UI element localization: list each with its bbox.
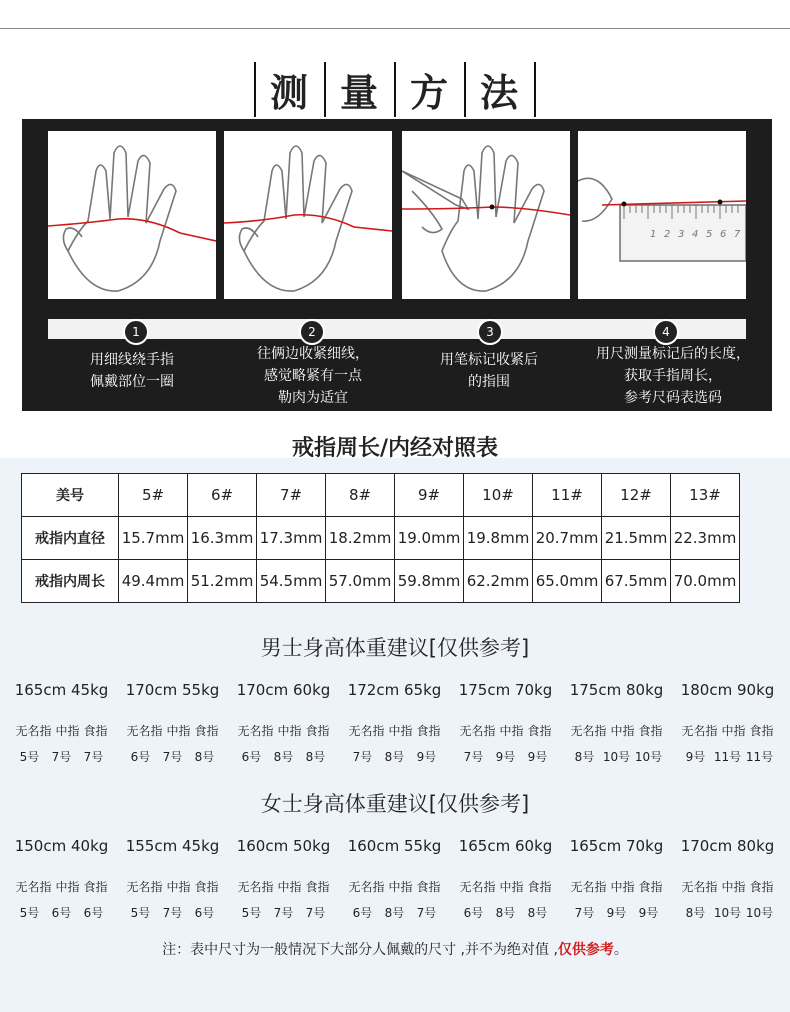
height-weight: 150cm 40kg: [14, 837, 109, 855]
svg-text:7: 7: [734, 229, 741, 240]
size-group: 6号 8号 7号: [352, 906, 437, 920]
table-header-cell: 13#: [671, 474, 740, 517]
svg-text:5: 5: [706, 229, 713, 240]
table-header-cell: 9#: [395, 474, 464, 517]
table-cell: 57.0mm: [326, 560, 395, 603]
size-group: 5号 7号 7号: [19, 750, 104, 764]
table-cell: 59.8mm: [395, 560, 464, 603]
table-cell: 65.0mm: [533, 560, 602, 603]
table-header-cell: 美号: [22, 474, 119, 517]
men-finger-label-row: [6, 722, 786, 739]
men-recommendation-title: 男士身高体重建议[仅供参考]: [260, 636, 530, 660]
table-cell: 22.3mm: [671, 517, 740, 560]
height-weight: 155cm 45kg: [125, 837, 220, 855]
finger-labels: 无名指 中指 食指: [15, 880, 108, 894]
height-weight: 180cm 90kg: [680, 681, 775, 699]
finger-labels: 无名指 中指 食指: [348, 880, 441, 894]
finger-labels: 无名指 中指 食指: [237, 724, 330, 738]
height-weight: 170cm 55kg: [125, 681, 220, 699]
title-char: 方: [394, 62, 464, 117]
table-row-header: 戒指内直径: [22, 517, 119, 560]
height-weight: 175cm 80kg: [569, 681, 664, 699]
svg-text:6: 6: [720, 229, 727, 240]
size-group: 5号 7号 6号: [130, 906, 215, 920]
height-weight: 170cm 60kg: [236, 681, 331, 699]
finger-labels: 无名指 中指 食指: [237, 880, 330, 894]
height-weight: 160cm 50kg: [236, 837, 331, 855]
finger-labels: 无名指 中指 食指: [348, 724, 441, 738]
svg-text:4: 4: [692, 229, 699, 240]
step-number: 2: [299, 319, 325, 345]
table-cell: 16.3mm: [188, 517, 257, 560]
finger-labels: 无名指 中指 食指: [570, 724, 663, 738]
height-weight: 160cm 55kg: [347, 837, 442, 855]
table-header-row: [22, 474, 740, 517]
step1-caption: 用细线绕手指 佩戴部位一圈: [90, 352, 174, 390]
measurement-steps: [22, 119, 772, 411]
step4-caption: 用尺测量标记后的长度， 获取手指周长， 参考尺码表选码: [596, 346, 750, 406]
height-weight: 172cm 65kg: [347, 681, 442, 699]
hand-thread-icon: [48, 131, 216, 299]
height-weight: 175cm 70kg: [458, 681, 553, 699]
step1-illustration: [48, 131, 216, 299]
finger-labels: 无名指 中指 食指: [459, 724, 552, 738]
step-number: 1: [123, 319, 149, 345]
svg-text:3: 3: [678, 229, 685, 240]
size-group: 7号 9号 9号: [463, 750, 548, 764]
height-weight: 165cm 45kg: [14, 681, 109, 699]
svg-text:1: 1: [650, 229, 657, 240]
table-cell: 21.5mm: [602, 517, 671, 560]
table-cell: 67.5mm: [602, 560, 671, 603]
table-cell: 49.4mm: [119, 560, 188, 603]
table-header-cell: 6#: [188, 474, 257, 517]
table-cell: 15.7mm: [119, 517, 188, 560]
size-group: 5号 7号 7号: [241, 906, 326, 920]
table-header-cell: 11#: [533, 474, 602, 517]
size-group: 6号 8号 8号: [463, 906, 548, 920]
finger-labels: 无名指 中指 食指: [570, 880, 663, 894]
women-finger-label-row: [6, 878, 786, 895]
size-group: 8号 10号 10号: [685, 906, 774, 920]
table-row: [22, 560, 740, 603]
table-header-cell: 8#: [326, 474, 395, 517]
finger-labels: 无名指 中指 食指: [681, 880, 774, 894]
table-cell: 19.8mm: [464, 517, 533, 560]
table-row-header: 戒指内周长: [22, 560, 119, 603]
size-group: 6号 7号 8号: [130, 750, 215, 764]
page-title: [0, 62, 790, 117]
table-header-cell: 12#: [602, 474, 671, 517]
finger-labels: 无名指 中指 食指: [126, 724, 219, 738]
table-header-cell: 5#: [119, 474, 188, 517]
step-number: 4: [653, 319, 679, 345]
size-group: 9号 11号 11号: [685, 750, 774, 764]
step3-caption: 用笔标记收紧后 的指围: [440, 352, 538, 390]
step4-illustration: [578, 131, 746, 299]
finger-labels: 无名指 中指 食指: [681, 724, 774, 738]
table-cell: 19.0mm: [395, 517, 464, 560]
height-weight: 165cm 70kg: [569, 837, 664, 855]
size-group: 7号 9号 9号: [574, 906, 659, 920]
pen-mark-icon: [402, 131, 570, 299]
men-height-weight-row: [6, 681, 786, 699]
ring-size-table: [21, 473, 740, 603]
title-char: 法: [464, 62, 536, 117]
table-cell: 54.5mm: [257, 560, 326, 603]
women-recommendation-title: 女士身高体重建议[仅供参考]: [260, 792, 530, 816]
step2-illustration: [224, 131, 392, 299]
top-divider: [0, 28, 790, 29]
footnote-text: 注：表中尺寸为一般情况下大部分人佩戴的尺寸 ,并不为绝对值 ,: [162, 942, 558, 958]
size-table-title: 戒指周长/内经对照表: [291, 436, 499, 461]
footnote: [0, 939, 790, 959]
footnote-highlight: 仅供参考: [557, 942, 614, 958]
table-row: [22, 517, 740, 560]
height-weight: 165cm 60kg: [458, 837, 553, 855]
step-number: 3: [477, 319, 503, 345]
title-char: 量: [324, 62, 394, 117]
finger-labels: 无名指 中指 食指: [459, 880, 552, 894]
step2-caption: 往俩边收紧细线， 感觉略紧有一点 勒肉为适宜: [257, 346, 369, 406]
size-group: 7号 8号 9号: [352, 750, 437, 764]
women-size-row: [6, 904, 786, 921]
ruler-icon: [578, 131, 746, 299]
svg-text:2: 2: [664, 229, 671, 240]
finger-labels: 无名指 中指 食指: [126, 880, 219, 894]
step3-illustration: [402, 131, 570, 299]
table-cell: 20.7mm: [533, 517, 602, 560]
size-group: 8号 10号 10号: [574, 750, 663, 764]
hand-tighten-icon: [224, 131, 392, 299]
size-group: 5号 6号 6号: [19, 906, 104, 920]
table-header-cell: 7#: [257, 474, 326, 517]
table-cell: 18.2mm: [326, 517, 395, 560]
footnote-end: 。: [613, 942, 628, 958]
finger-labels: 无名指 中指 食指: [15, 724, 108, 738]
title-char: 测: [254, 62, 324, 117]
men-size-row: [6, 748, 786, 765]
steps-timeline-bar: [48, 319, 746, 339]
table-cell: 70.0mm: [671, 560, 740, 603]
table-cell: 62.2mm: [464, 560, 533, 603]
table-cell: 17.3mm: [257, 517, 326, 560]
table-header-cell: 10#: [464, 474, 533, 517]
table-cell: 51.2mm: [188, 560, 257, 603]
height-weight: 170cm 80kg: [680, 837, 775, 855]
women-height-weight-row: [6, 837, 786, 855]
size-group: 6号 8号 8号: [241, 750, 326, 764]
